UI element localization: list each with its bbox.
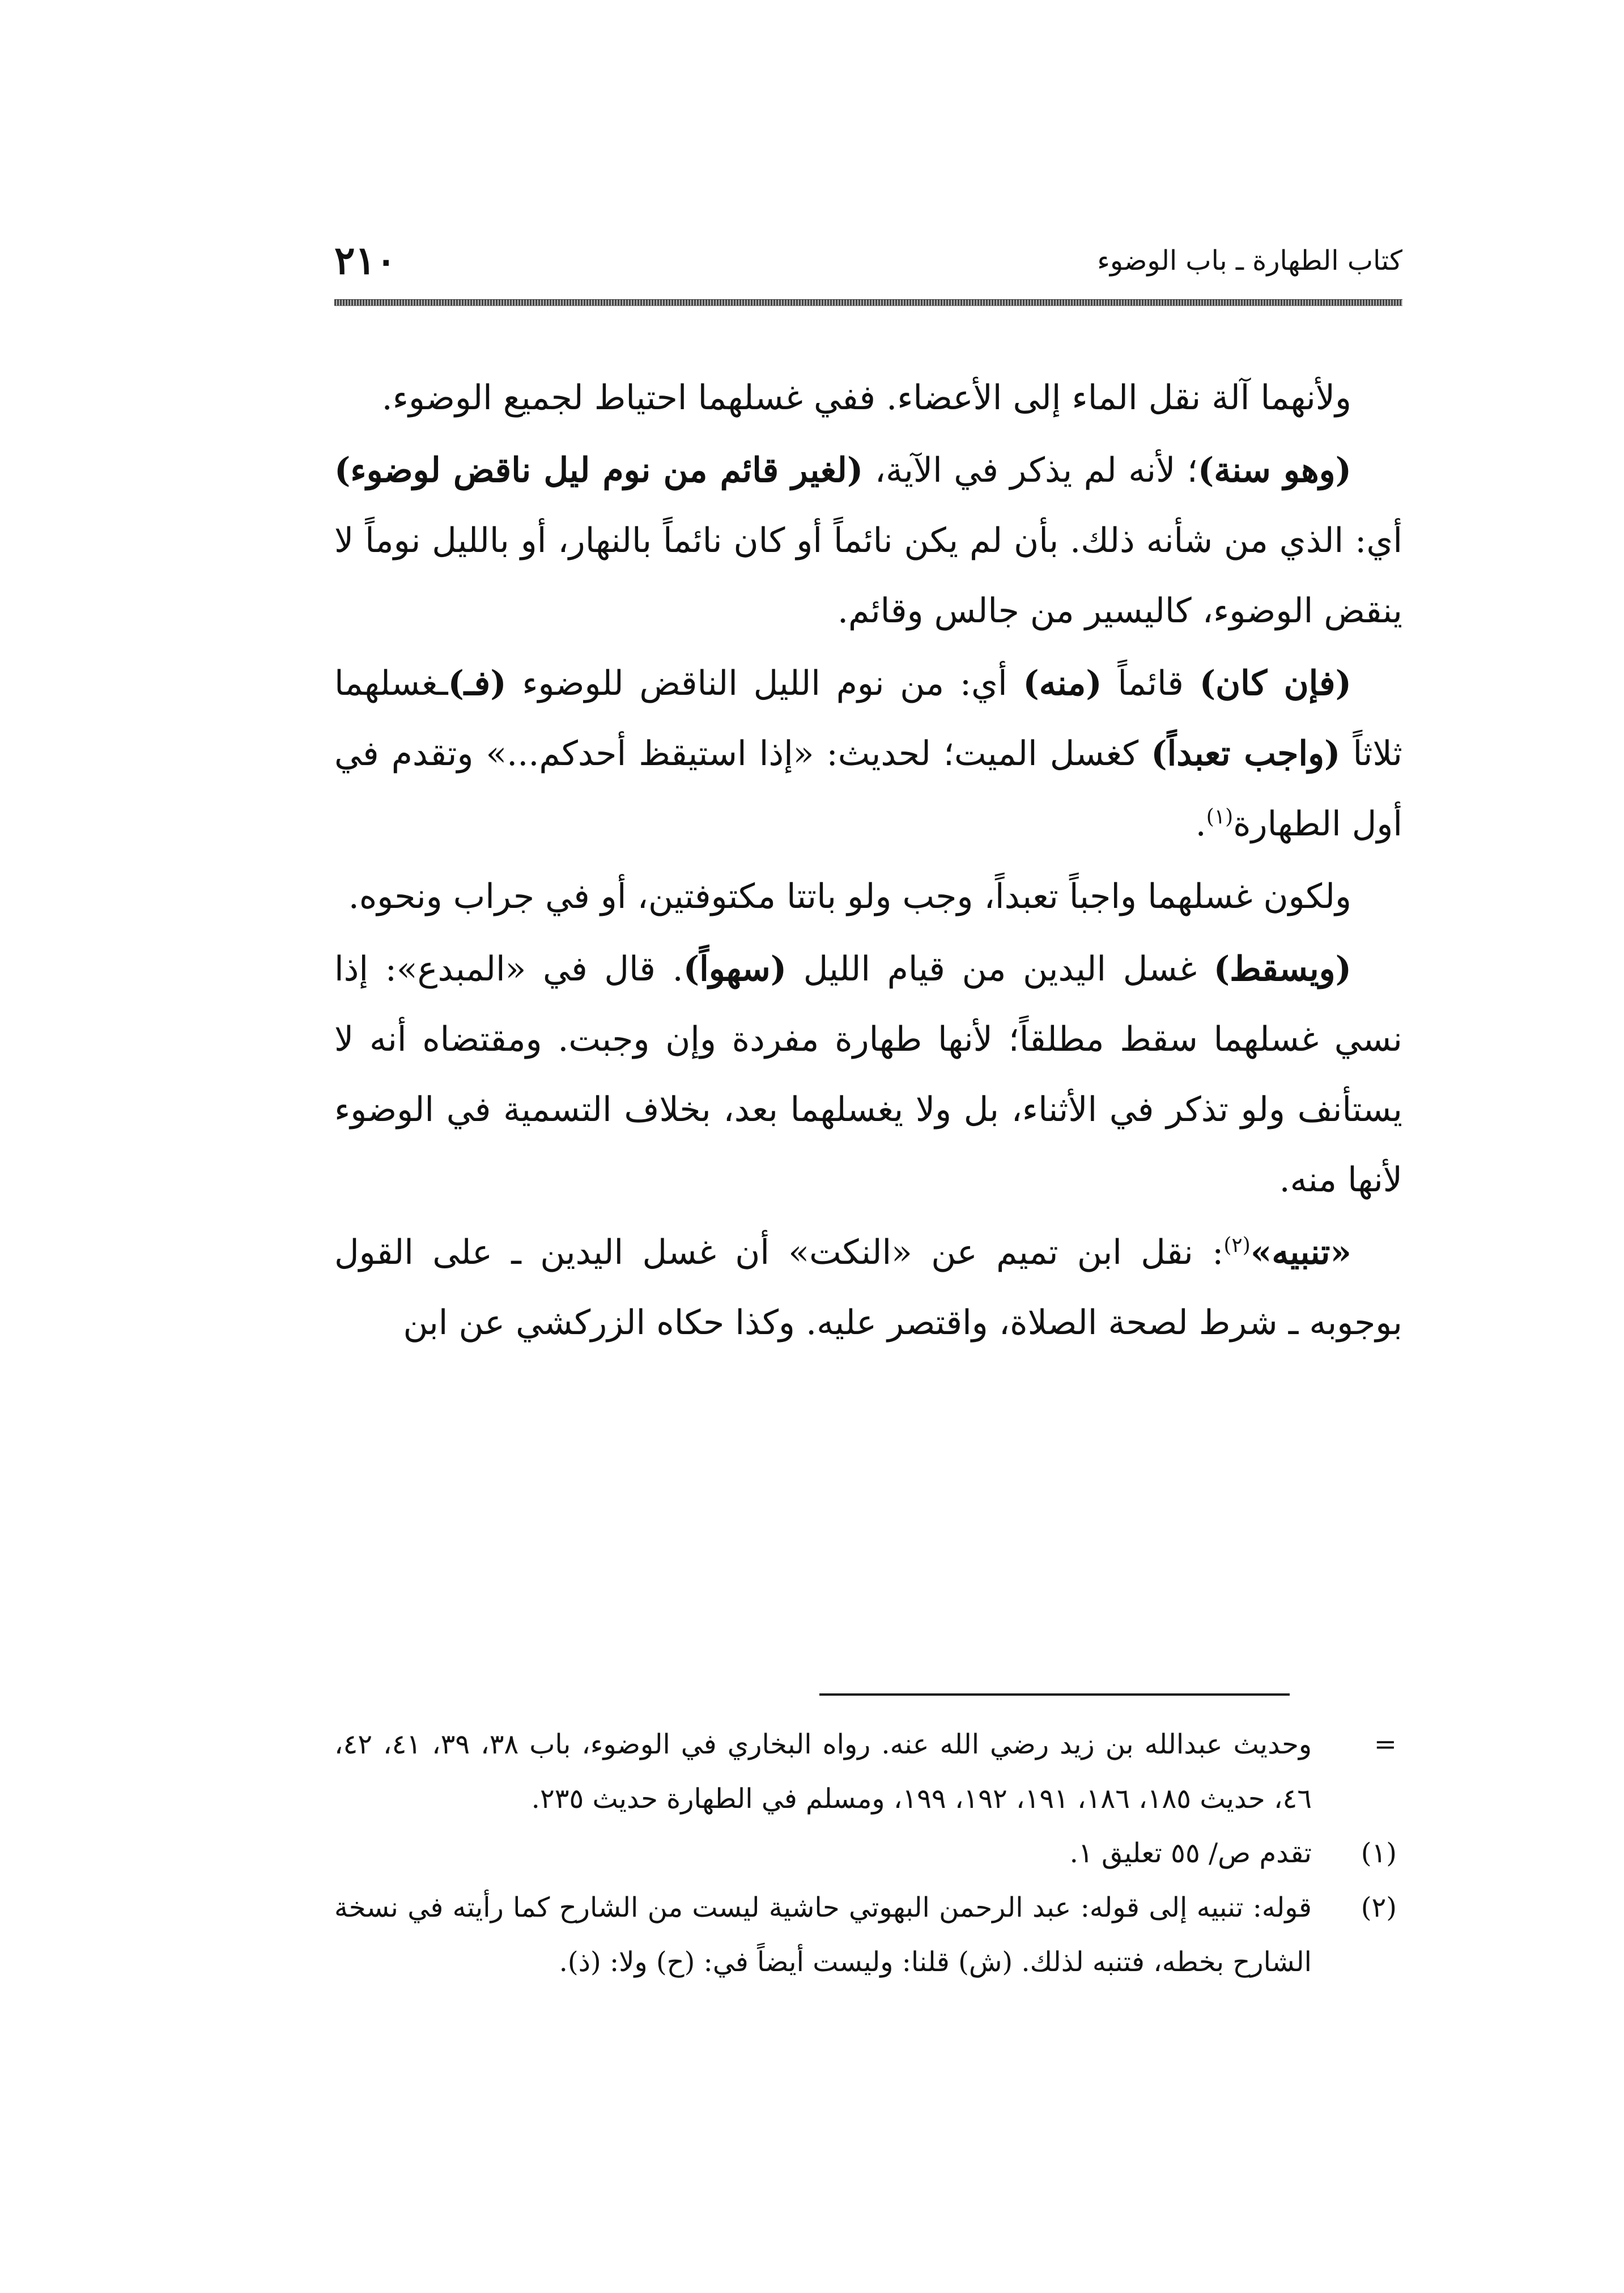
matn-text: (ويسقط) — [1213, 949, 1351, 989]
paragraph-2: (وهو سنة)؛ لأنه لم يذكر في الآية، (لغير قائم من نوم ليل ناقض لوضوء) أي: الذي من شأنه ذلك. بأن لم يكن نائماً أو كان نائماً بالنهار، أو بالليل نوماً لا ينقض الوضوء، كاليسير من جالس وقائم. — [334, 451, 1402, 631]
main-text — [334, 363, 1402, 1360]
matn-text: (سهواً) — [683, 949, 787, 989]
footnote-text: تقدم ص/ ٥٥ تعليق ١. — [1069, 1837, 1312, 1869]
footnote-marker: (٢) — [1361, 1892, 1397, 1923]
page-header — [334, 238, 1402, 292]
paragraph-4: ولكون غسلهما واجباً تعبداً، وجب ولو باتتا مكتوفتين، أو في جراب ونحوه. — [348, 877, 1351, 916]
matn-text: (وهو سنة) — [1197, 451, 1351, 490]
footnote-marker: = — [1374, 1729, 1397, 1760]
footnote-marker: (١) — [1361, 1837, 1397, 1869]
matn-text: (واجب تعبداً) — [1151, 734, 1341, 774]
note-label: «تنبيه» — [1250, 1233, 1351, 1272]
page-number: ٢١٠ — [334, 238, 397, 283]
matn-text: (منه) — [1023, 664, 1102, 703]
footnote-continued — [334, 1717, 1402, 1826]
matn-text: (فإن كان) — [1199, 664, 1351, 703]
paragraph-3: (فإن كان) قائماً (منه) أي: من نوم الليل الناقض للوضوء (فـ)ـغسلهما ثلاثاً (واجب تعبداً) كغسل الميت؛ لحديث: «إذا استيقظ أحدكم...» وتقدم في أول الطهارة$^{(١)}$. — [334, 664, 1402, 844]
footnote-reference[interactable]: (١) — [1206, 805, 1234, 829]
footnote-reference[interactable]: (٢) — [1223, 1234, 1251, 1257]
footnote-text: قوله: تنبيه إلى قوله: عبد الرحمن البهوتي حاشية ليست من الشارح كما رأيته في نسخة الشارح بخطه، فتنبه لذلك. (ش) قلنا: وليست أيضاً في: (ح) ولا: (ذ). — [334, 1892, 1312, 1978]
header-rule — [334, 299, 1402, 306]
footnote-2 — [334, 1880, 1402, 1989]
footnote-text: وحديث عبدالله بن زيد رضي الله عنه. رواه البخاري في الوضوء، باب ٣٨، ٣٩، ٤١، ٤٢، ٤٦، حديث ١٨٥، ١٨٦، ١٩١، ١٩٢، ١٩٩، ومسلم في الطهارة حديث ٢٣٥. — [334, 1729, 1312, 1815]
paragraph-6: «تنبيه»$^{(٢)}$: نقل ابن تميم عن «النكت» أن غسل اليدين ـ على القول بوجوبه ـ شرط لصحة الصلاة، واقتصر عليه. وكذا حكاه الزركشي عن ابن — [334, 1233, 1402, 1343]
footnotes — [334, 1717, 1402, 1989]
paragraph-1: ولأنهما آلة نقل الماء إلى الأعضاء. ففي غسلهما احتياط لجميع الوضوء. — [381, 378, 1351, 418]
paragraph-5: (ويسقط) غسل اليدين من قيام الليل (سهواً). قال في «المبدع»: إذا نسي غسلهما سقط مطلقاً؛ لأنها طهارة مفردة وإن وجبت. ومقتضاه أنه لا يستأنف ولو تذكر في الأثناء، بل ولا يغسلهما بعد، بخلاف التسمية في الوضوء لأنها منه. — [334, 949, 1403, 1200]
footnote-1 — [334, 1826, 1402, 1880]
matn-text: (لغير قائم من نوم ليل ناقض لوضوء) — [334, 451, 864, 490]
footnote-separator — [819, 1693, 1290, 1696]
running-title: كتاب الطهارة ـ باب الوضوء — [1097, 245, 1402, 277]
matn-text: (فـ) — [448, 664, 507, 703]
